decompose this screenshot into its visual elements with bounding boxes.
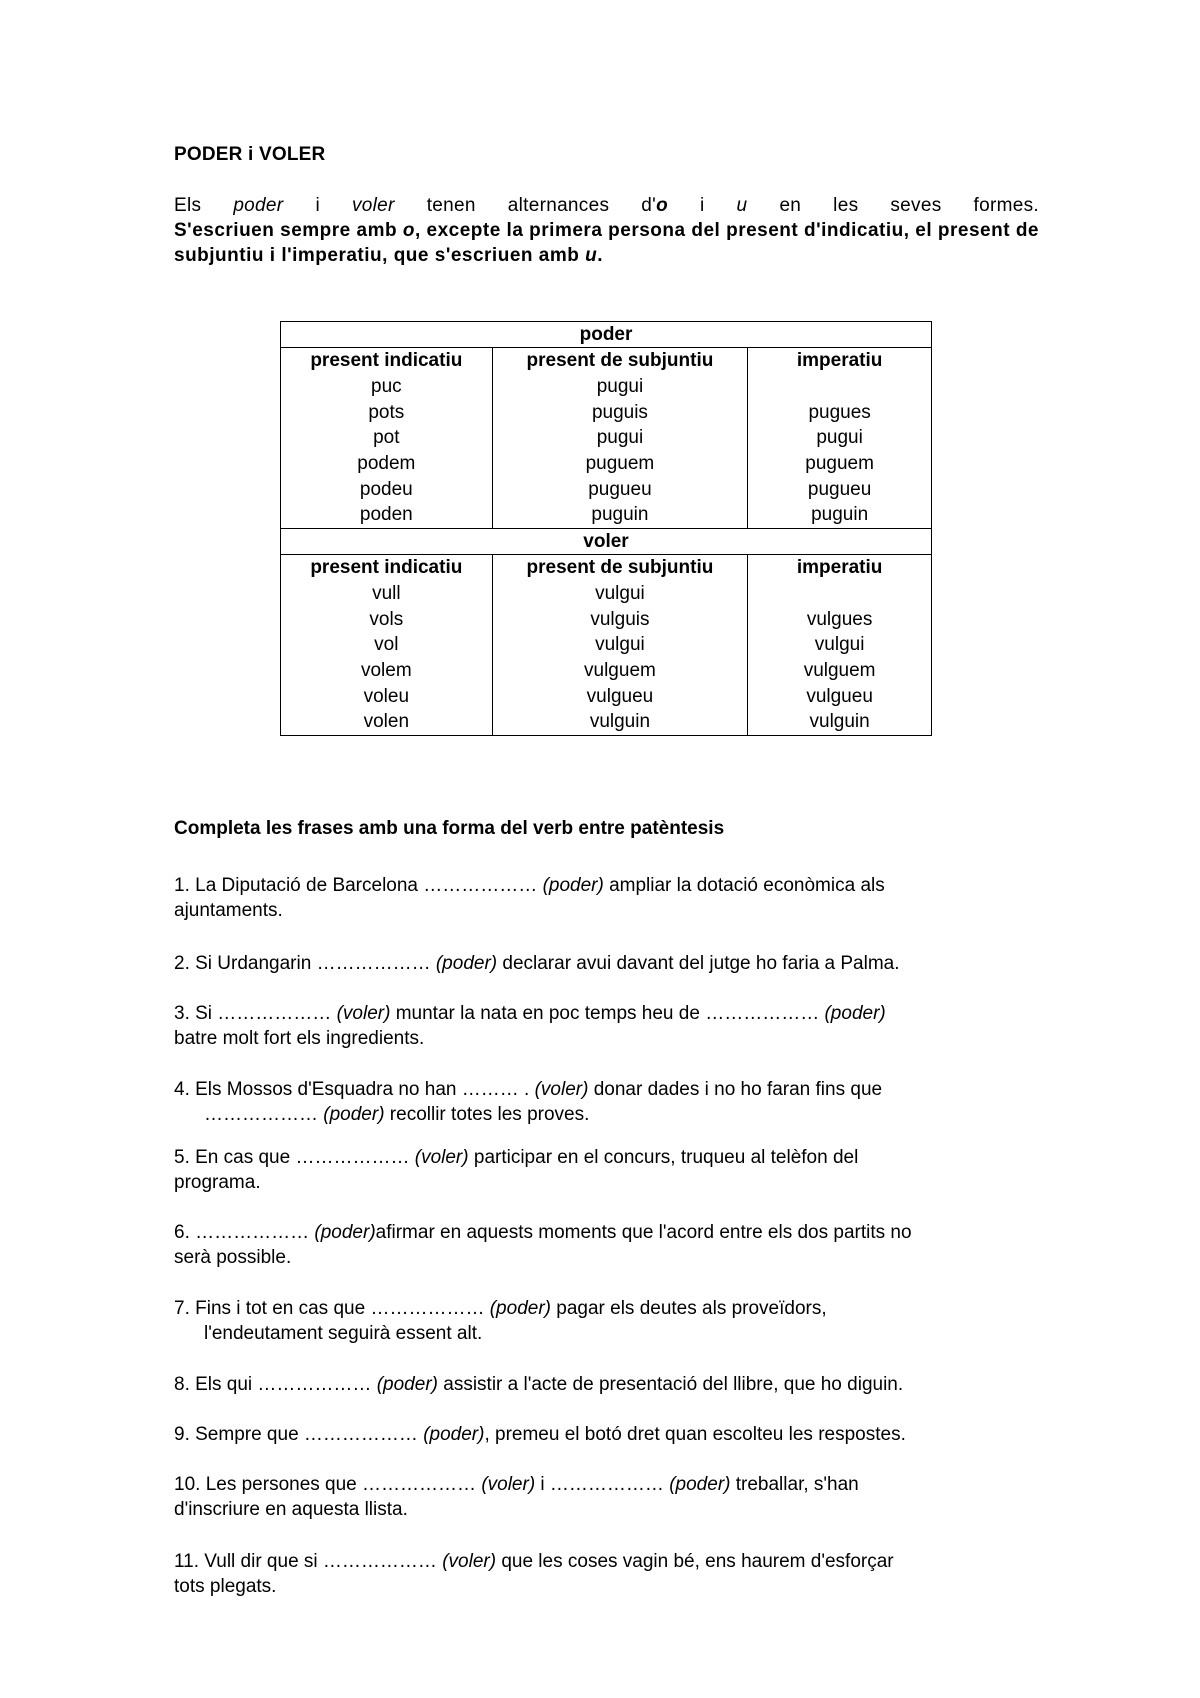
tense-header: present indicatiu: [281, 348, 493, 374]
table-cell: puguem: [492, 451, 748, 477]
table-cell: vull: [281, 581, 493, 607]
table-cell: vol: [281, 632, 493, 658]
table-row: [281, 709, 932, 735]
verb-row-voler: [281, 528, 932, 554]
table-cell: pugueu: [748, 476, 932, 502]
verb-heading: poder: [281, 322, 932, 348]
exercise-item: 2. Si Urdangarin ……………… (poder) declarar avui davant del jutge ho faria a Palma.: [174, 953, 900, 974]
page-title: PODER i VOLER: [174, 144, 326, 165]
tense-header: imperatiu: [748, 554, 932, 580]
table-cell: vulguem: [492, 658, 748, 684]
table-row: [281, 658, 932, 684]
tense-header: present de subjuntiu: [492, 348, 748, 374]
table-cell: pugui: [492, 425, 748, 451]
tense-header-row: [281, 348, 932, 374]
tense-header: imperatiu: [748, 348, 932, 374]
verb-heading: voler: [281, 528, 932, 554]
table-cell: volem: [281, 658, 493, 684]
table-row: [281, 476, 932, 502]
table-row: [281, 374, 932, 400]
intro-rule: S'escriuen sempre amb o, excepte la primera persona del present d'indicatiu, el present de subjuntiu i l'imperatiu, que s'escriuen amb u.: [174, 220, 1040, 266]
table-cell: puguem: [748, 451, 932, 477]
exercise-item: 4. Els Mossos d'Esquadra no han ……… . (voler) donar dades i no ho faran fins que ……………… (poder) recollir totes les proves.: [174, 1079, 883, 1125]
verb-row-poder: [281, 322, 932, 348]
table-cell: vulguin: [748, 709, 932, 735]
table-cell: vulgueu: [748, 683, 932, 709]
table-row: [281, 606, 932, 632]
table-cell: puguis: [492, 399, 748, 425]
table-cell: vulguin: [492, 709, 748, 735]
table-cell: vulgui: [492, 581, 748, 607]
table-cell: vulguis: [492, 606, 748, 632]
table-cell: vols: [281, 606, 493, 632]
tense-header: present indicatiu: [281, 554, 493, 580]
table-row: [281, 425, 932, 451]
table-cell: pugues: [748, 399, 932, 425]
exercise-title: Completa les frases amb una forma del verb entre patèntesis: [174, 818, 725, 839]
intro-paragraph: [174, 193, 1039, 268]
table-row: [281, 581, 932, 607]
table-cell: pugui: [492, 374, 748, 400]
table-cell: puguin: [748, 502, 932, 528]
table-cell: [748, 374, 932, 400]
table-cell: pugueu: [492, 476, 748, 502]
table-cell: vulgues: [748, 606, 932, 632]
table-cell: podeu: [281, 476, 493, 502]
exercise-item: 6. ……………… (poder)afirmar en aquests moments que l'acord entre els dos partits no serà possible.: [174, 1222, 912, 1268]
tense-header-row: [281, 554, 932, 580]
table-cell: vulgui: [748, 632, 932, 658]
exercise-item: 8. Els qui ……………… (poder) assistir a l'acte de presentació del llibre, que ho diguin.: [174, 1374, 904, 1395]
table-cell: puguin: [492, 502, 748, 528]
conjugation-table: [280, 321, 932, 736]
table-row: [281, 399, 932, 425]
exercise-item: 9. Sempre que ……………… (poder), premeu el botó dret quan escolteu les respostes.: [174, 1424, 906, 1445]
table-cell: vulgui: [492, 632, 748, 658]
exercise-item: 7. Fins i tot en cas que ……………… (poder) pagar els deutes als proveïdors, l'endeutament seguirà essent alt.: [174, 1298, 827, 1344]
intro-line-1: Els poder i voler tenen alternances d'o i u en les seves formes.: [174, 195, 1039, 216]
table-cell: puc: [281, 374, 493, 400]
exercise-item: 10. Les persones que ……………… (voler) i ……………… (poder) treballar, s'han d'inscriure en aquesta llista.: [174, 1474, 859, 1520]
table-row: [281, 451, 932, 477]
table-cell: pugui: [748, 425, 932, 451]
exercise-item: 3. Si ……………… (voler) muntar la nata en poc temps heu de ……………… (poder) batre molt fort els ingredients.: [174, 1003, 886, 1049]
table-cell: [748, 581, 932, 607]
table-cell: pots: [281, 399, 493, 425]
exercise-item: 5. En cas que ……………… (voler) participar en el concurs, truqueu al telèfon del programa.: [174, 1147, 859, 1193]
table-row: [281, 502, 932, 528]
table-cell: vulgueu: [492, 683, 748, 709]
table-cell: poden: [281, 502, 493, 528]
table-cell: pot: [281, 425, 493, 451]
table-cell: vulguem: [748, 658, 932, 684]
tense-header: present de subjuntiu: [492, 554, 748, 580]
table-row: [281, 683, 932, 709]
table-row: [281, 632, 932, 658]
exercise-item: 1. La Diputació de Barcelona ……………… (poder) ampliar la dotació econòmica als ajuntaments.: [174, 875, 885, 921]
table-cell: voleu: [281, 683, 493, 709]
table-cell: volen: [281, 709, 493, 735]
exercise-item: 11. Vull dir que si ……………… (voler) que les coses vagin bé, ens haurem d'esforçar tots plegats.: [174, 1551, 894, 1597]
table-cell: podem: [281, 451, 493, 477]
